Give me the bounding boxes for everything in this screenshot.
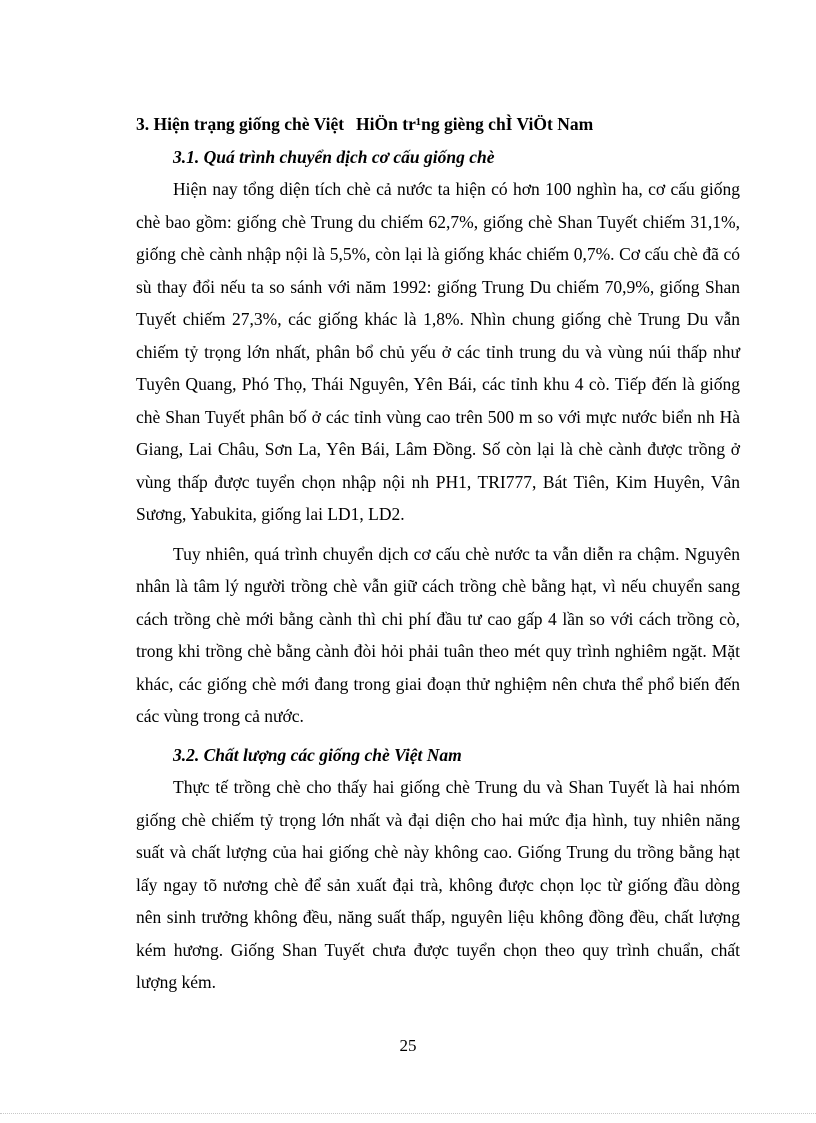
paragraph-3-1-1: Hiện nay tổng diện tích chè cả nước ta hiện có hơn 100 nghìn ha, cơ cấu giống chè bao gồm: giống chè Trung du chiếm 62,7%, giống chè Shan Tuyết chiếm 31,1%, giống chè cành nhập nội là 5,5%, còn lại là giống khác chiếm 0,7%. Cơ cấu chè đã có sù thay đổi nếu ta so sánh với năm 1992: giống Trung Du chiếm 70,9%, giống Shan Tuyết chiếm 27,3%, các giống khác là 1,8%. Nhìn chung giống chè Trung Du vẫn chiếm tỷ trọng lớn nhất, phân bổ chủ yếu ở các tỉnh trung du và vùng núi thấp như Tuyên Quang, Phó Thọ, Thái Nguyên, Yên Bái, các tỉnh khu 4 cò. Tiếp đến là giống chè Shan Tuyết phân bố ở các tỉnh vùng cao trên 500 m so với mực nước biển nh Hà Giang, Lai Châu, Sơn La, Yên Bái, Lâm Đồng. Số còn lại là chè cành được trồng ở vùng thấp được tuyển chọn nhập nội nh PH1, TRI777, Bát Tiên, Kim Huyên, Vân Sương, Yabukita, giống lai LD1, LD2.: [136, 179, 740, 524]
section-heading-text: 3. Hiện trạng giống chè Việt: [136, 114, 345, 134]
subsection-title-3-2: 3.2. Chất lượng các giống chè Việt Nam: [173, 744, 462, 765]
subsection-title-3-1: 3.1. Quá trình chuyển dịch cơ cấu giống chè: [173, 146, 495, 167]
section-heading-garbled-text: HiÖn tr¹ng gièng chÌ ViÖt Nam: [356, 114, 594, 134]
paragraph-3-1-2: Tuy nhiên, quá trình chuyển dịch cơ cấu chè nước ta vẫn diễn ra chậm. Nguyên nhân là tâm lý người trồng chè vẫn giữ cách trồng chè bằng hạt, vì nếu chuyển sang cách trồng chè mới bằng cành thì chi phí đầu tư cao gấp 4 lần so với cách trồng cò, trong khi trồng chè bằng cành đòi hỏi phải tuân theo mét quy trình nghiêm ngặt. Mặt khác, các giống chè mới đang trong giai đoạn thử nghiệm nên chưa thể phổ biến đến các vùng trong cả nước.: [136, 543, 740, 726]
page-content: [136, 108, 740, 999]
page-number: 25: [399, 1036, 417, 1055]
section-heading: [136, 108, 740, 141]
paragraph-3-2-1: Thực tế trồng chè cho thấy hai giống chè Trung du và Shan Tuyết là hai nhóm giống chè chiếm tỷ trọng lớn nhất và đại diện cho hai mức địa hình, tuy nhiên năng suất và chất lượng của hai giống chè này không cao. Giống Trung du trồng bằng hạt lấy ngay tõ nương chè để sản xuất đại trà, không được chọn lọc từ giống đầu dòng nên sinh trưởng không đều, năng suất thấp, nguyên liệu không đồng đều, chất lượng kém hương. Giống Shan Tuyết chưa được tuyển chọn theo quy trình chuẩn, chất lượng kém.: [136, 777, 740, 992]
page-bottom-divider: [0, 1113, 816, 1114]
